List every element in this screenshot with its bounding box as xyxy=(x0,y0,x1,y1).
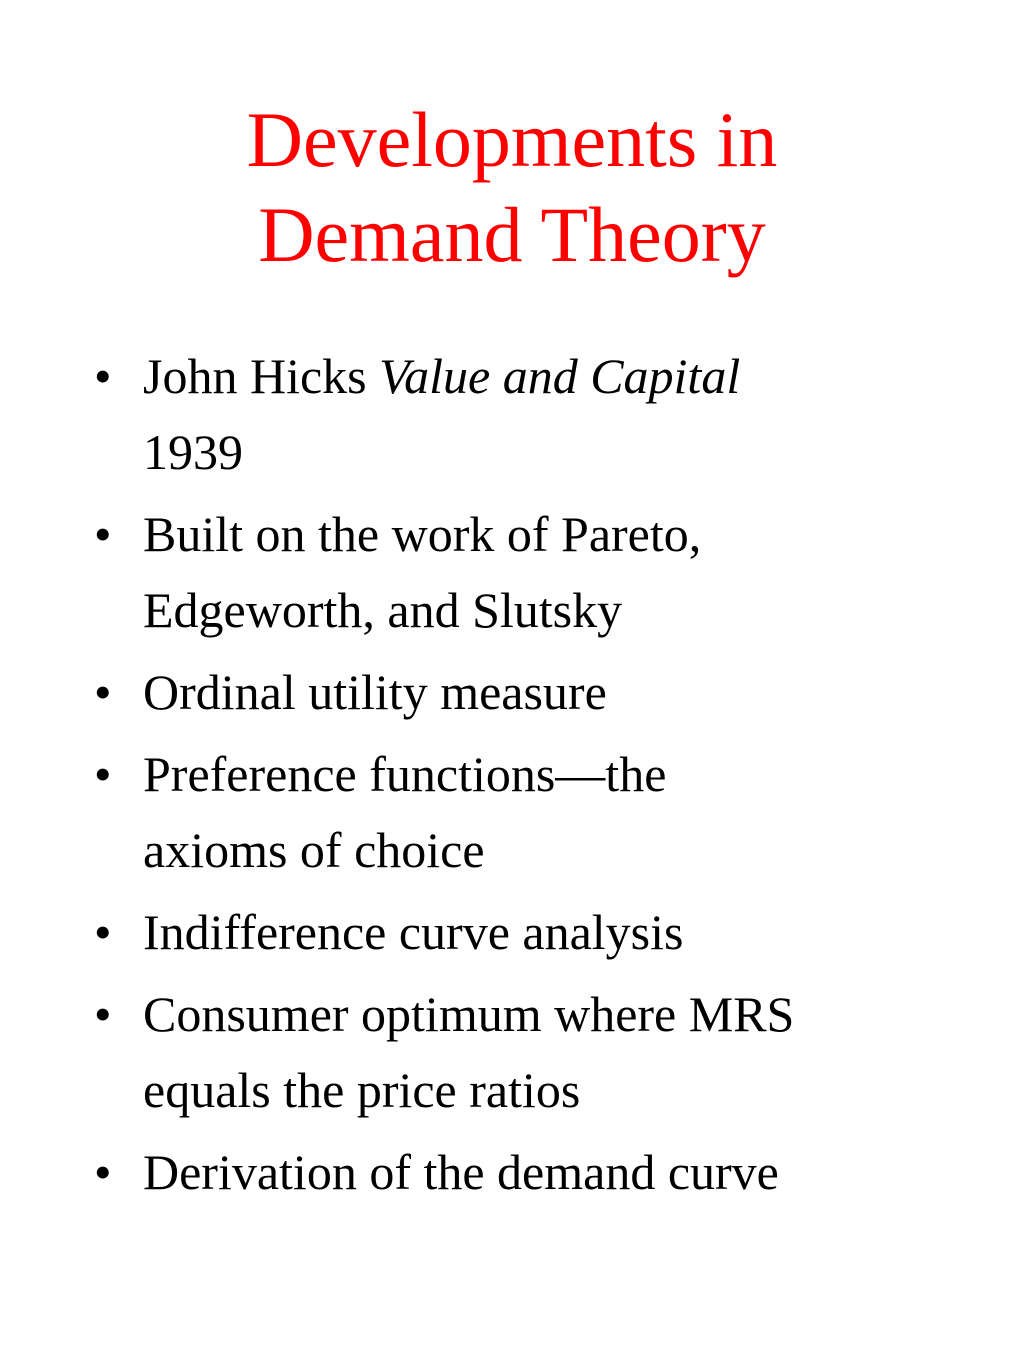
bullet-line: Edgeworth, and Slutsky xyxy=(143,582,623,638)
bullet-item-hicks xyxy=(0,338,1024,490)
bullet-line: Indifference curve analysis xyxy=(143,904,684,960)
bullet-item-indifference xyxy=(0,894,1024,970)
bullet-line: 1939 xyxy=(143,424,243,480)
bullet-item-optimum xyxy=(0,976,1024,1128)
bullet-line: Built on the work of Pareto, xyxy=(143,506,702,562)
bullet-dot-icon: • xyxy=(94,506,112,562)
bullet-dot-icon: • xyxy=(94,664,112,720)
slide-title xyxy=(0,92,1024,282)
bullet-item-ordinal xyxy=(0,654,1024,730)
bullet-line: axioms of choice xyxy=(143,822,485,878)
bullet-dot-icon: • xyxy=(94,904,112,960)
bullet-line: Preference functions—the xyxy=(143,746,667,802)
bullet-list xyxy=(0,338,1024,1216)
book-title: Value and Capital xyxy=(379,348,741,404)
bullet-item-pareto xyxy=(0,496,1024,648)
slide-title-line-2: Demand Theory xyxy=(258,191,766,278)
bullet-dot-icon: • xyxy=(94,746,112,802)
bullet-dot-icon: • xyxy=(94,1144,112,1200)
bullet-item-derivation xyxy=(0,1134,1024,1210)
bullet-dot-icon: • xyxy=(94,986,112,1042)
bullet-text: John Hicks xyxy=(143,348,380,404)
bullet-line: equals the price ratios xyxy=(143,1062,581,1118)
bullet-dot-icon: • xyxy=(94,348,112,404)
bullet-item-preference xyxy=(0,736,1024,888)
bullet-line xyxy=(143,338,984,414)
slide-title-line-1: Developments in xyxy=(246,96,778,183)
bullet-line: Ordinal utility measure xyxy=(143,664,607,720)
bullet-line: Derivation of the demand curve xyxy=(143,1144,779,1200)
bullet-line: Consumer optimum where MRS xyxy=(143,986,795,1042)
